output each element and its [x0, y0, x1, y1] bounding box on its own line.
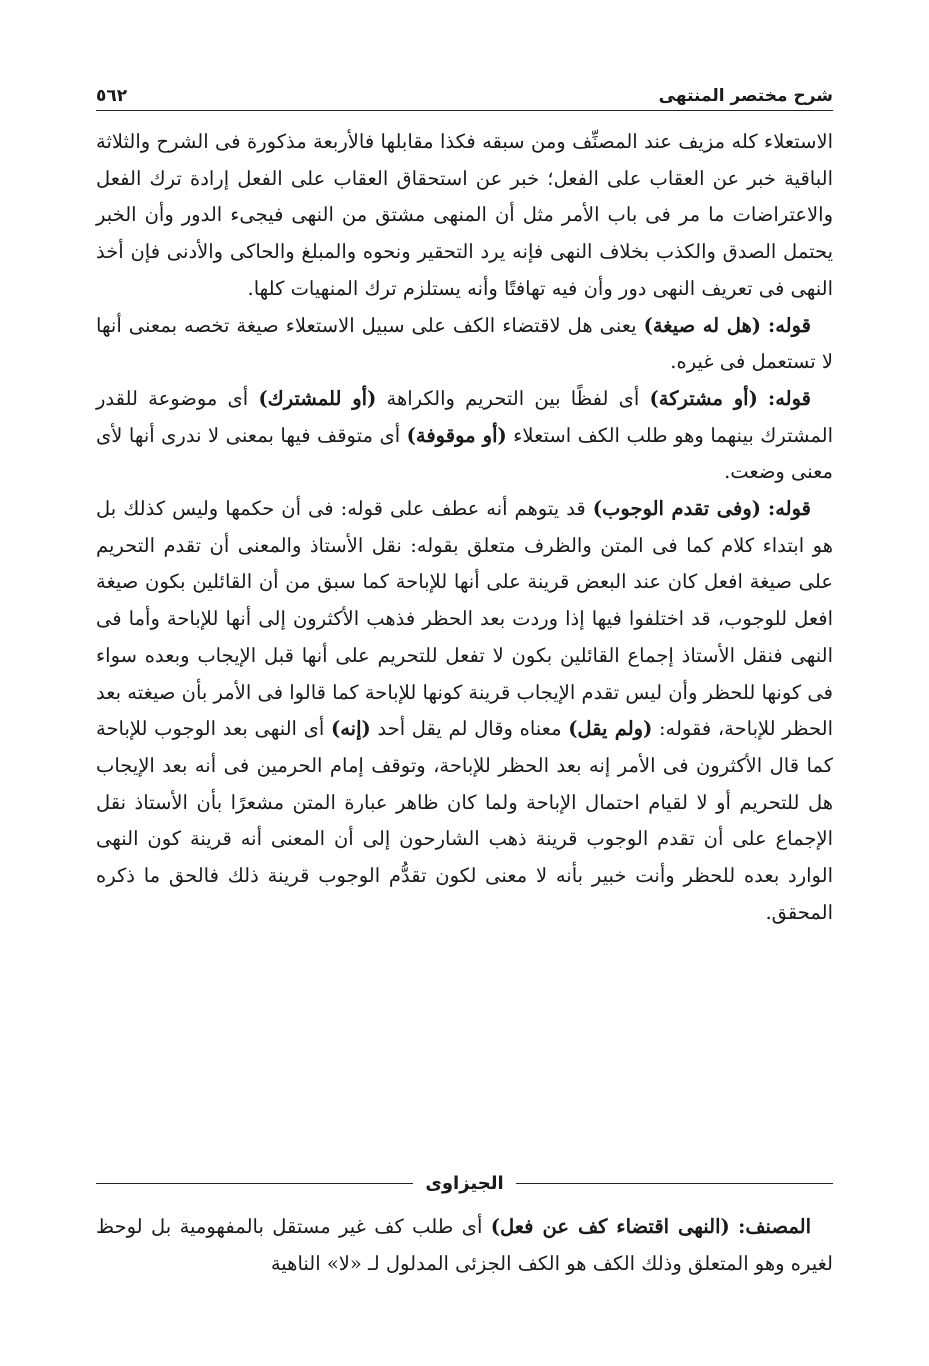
main-text — [96, 124, 833, 931]
section-divider — [96, 1168, 833, 1198]
paragraph-text: أى موضوعة للقدر المشترك بينهما وهو طلب الكف استعلاء — [96, 386, 834, 447]
quoted-phrase: (وفى تقدم الوجوب) — [592, 497, 761, 521]
page-number: ٥٦٢ — [96, 86, 128, 106]
paragraph-text: أى النهى بعد الوجوب للإباحة كما قال الأكثرون فى الأمر إنه بعد الحظر للإباحة، وتوقف إمام الحرمين فى أنه بعد الإيجاب هل للتحريم أو لا لقيام احتمال الإباحة ولما كان ظاهر عبارة المتن مشعرًا بأن الأستاذ نقل الإجماع على أن تقدم الوجوب قرينة ذهب الشارحون إلى أن المعنى أنه قرينة كون النهى الوارد بعده للحظر وأنت خبير بأنه لا معنى لكون تقدُّم الوجوب قرينة ذلك فالحق ما ذكره المحقق. — [96, 717, 833, 924]
paragraph-text: يعنى هل لاقتضاء الكف على سبيل الاستعلاء صيغة تخصه بمعنى أنها لا تستعمل فى غيره. — [96, 313, 833, 374]
divider-line — [96, 1183, 413, 1184]
paragraph-text: قد يتوهم أنه عطف على قوله: فى أن حكمها وليس كذلك بل هو ابتداء كلام كما فى المتن والظرف متعلق بقوله: نقل الأستاذ والمعنى أن تقدم التحريم على صيغة افعل كان عند البعض قرينة على أنها للإباحة كما سبق من أن القائلين بكون صيغة افعل للوجوب، قد اختلفوا فيها إذا وردت بعد الحظر فذهب الأكثرون إلى أنها للإباحة وأما فى النهى فنقل الأستاذ إجماع القائلين بكون لا تفعل للتحريم على أنها قبل الإيجاب وبعده سواء فى كونها للحظر وأن ليس تقدم الإيجاب قرينة كونها للإباحة كما قالوا فى الأمر بأن صيغته بعد الحظر للإباحة، فقوله: — [96, 497, 833, 741]
page-header — [96, 70, 833, 111]
lead-word: المصنف: — [738, 1215, 811, 1238]
paragraph — [96, 124, 833, 308]
quoted-phrase: (إنه) — [330, 717, 371, 741]
quoted-phrase: (أو موقوفة) — [406, 423, 507, 447]
running-title: شرح مختصر المنتهى — [658, 86, 833, 106]
lead-word: قوله: — [768, 313, 812, 337]
divider-label: الجيزاوى — [425, 1172, 504, 1194]
paragraph-text: معناه وقال لم يقل أحد — [377, 717, 562, 741]
paragraph — [96, 308, 833, 381]
quoted-phrase: (هل له صيغة) — [643, 313, 761, 337]
paragraph — [96, 1208, 833, 1282]
quoted-phrase: (أو للمشترك) — [258, 386, 377, 410]
footnote-text — [96, 1208, 833, 1282]
lead-word: قوله: — [768, 497, 812, 521]
divider-line — [516, 1183, 833, 1184]
paragraph — [96, 381, 833, 491]
paragraph-text: أى لفظًا بين التحريم والكراهة — [386, 386, 640, 410]
paragraph-text: أى متوقف فيها بمعنى لا ندرى أنها لأى معنى وضعت. — [96, 423, 833, 484]
quoted-phrase: (أو مشتركة) — [649, 386, 758, 410]
paragraph-text: الاستعلاء كله مزيف عند المصنِّف ومن سبقه فكذا مقابلها فالأربعة مذكورة فى الشرح والثلاثة الباقية خبر عن العقاب على الفعل؛ خبر عن استحقاق العقاب على الفعل إرادة ترك الفعل والاعتراضات ما مر فى باب الأمر مثل أن المنهى مشتق من النهى فيجىء الدور وأن الخبر يحتمل الصدق والكذب بخلاف النهى فإنه يرد التحقير ونحوه والمبلغ والحاكى والأدنى فإن أخذ النهى فى تعريف النهى دور وأن فيه تهافتًا وأنه يستلزم ترك المنهيات كلها. — [96, 130, 833, 300]
lead-word: قوله: — [768, 386, 812, 410]
quoted-phrase: (ولم يقل) — [568, 717, 653, 741]
paragraph-text: أى طلب كف غير مستقل بالمفهومية بل لوحظ لغيره وهو المتعلق وذلك الكف هو الكف الجزئى المدلول لـ «لا» الناهية — [96, 1215, 833, 1275]
quoted-phrase: (النهى اقتضاء كف عن فعل) — [490, 1215, 730, 1238]
paragraph — [96, 491, 833, 931]
